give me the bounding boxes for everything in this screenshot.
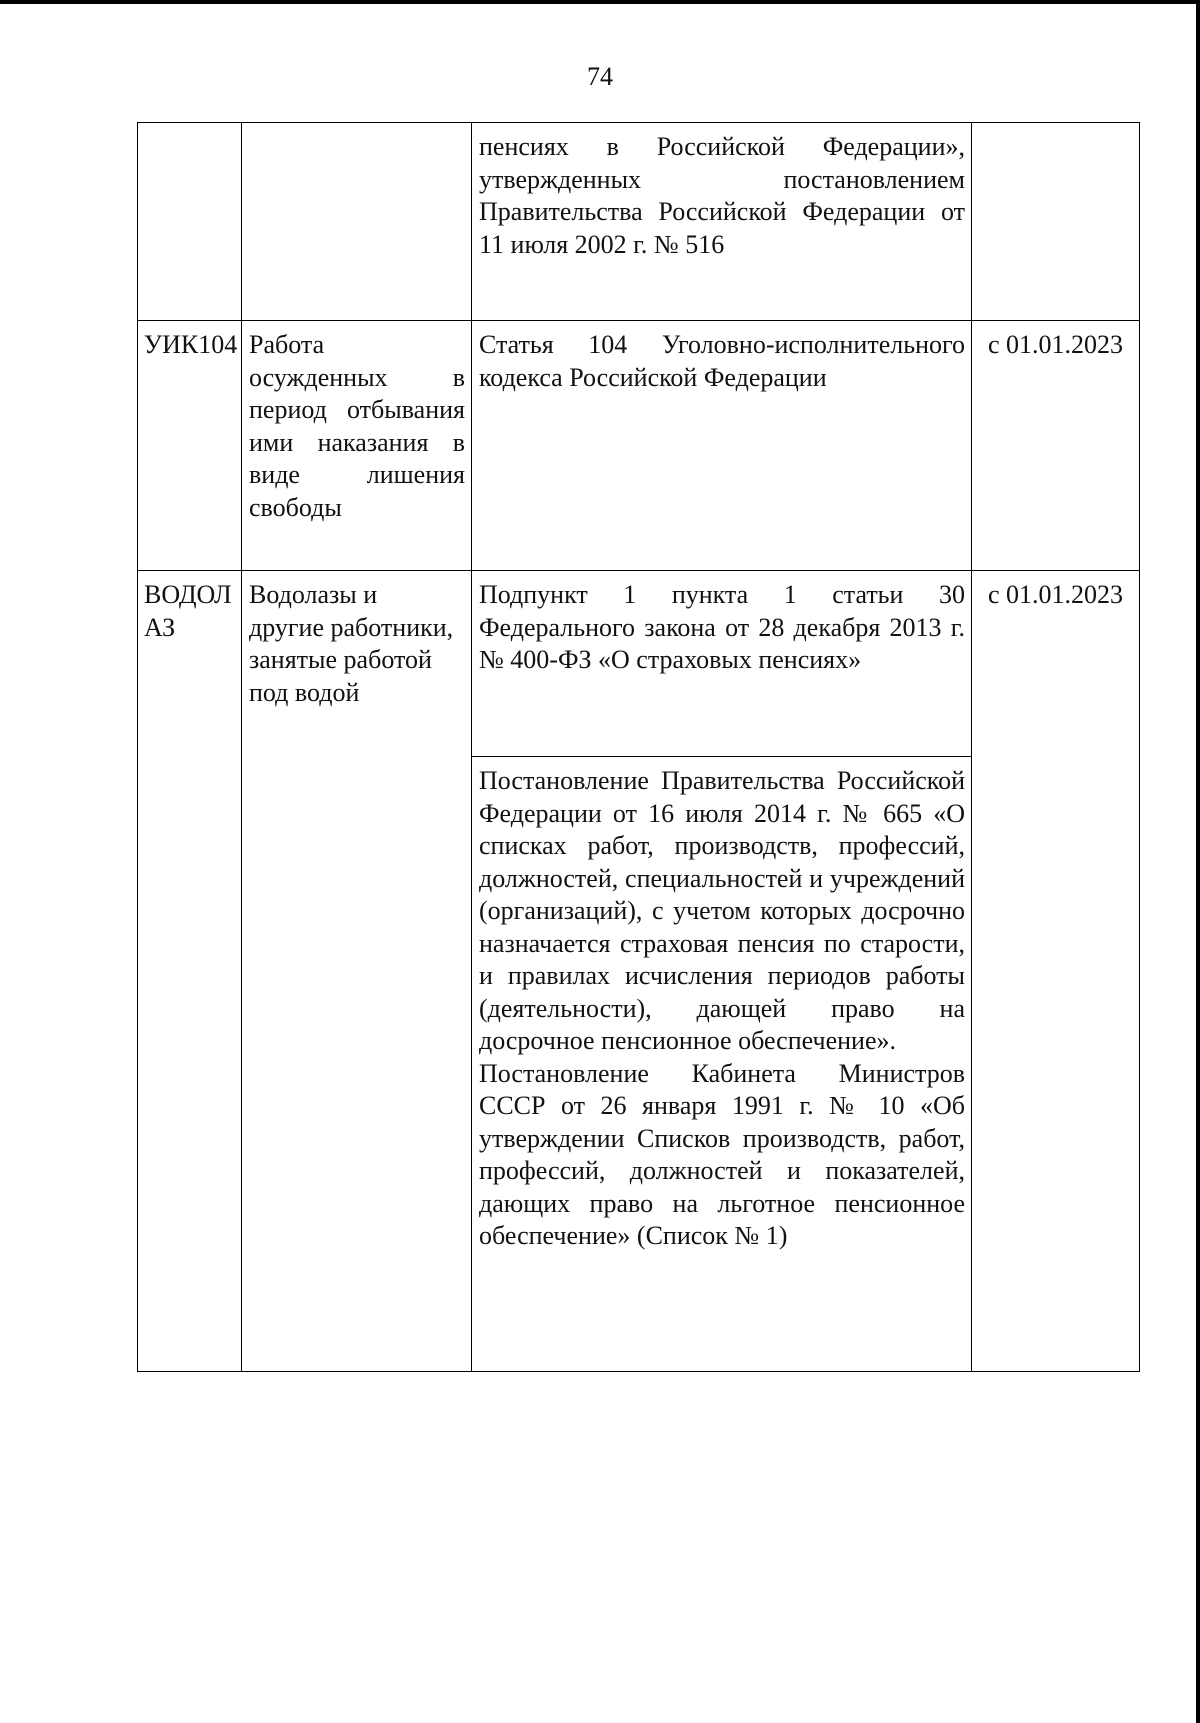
table-row bbox=[138, 571, 1140, 757]
date-text bbox=[972, 123, 1139, 131]
basis-cell bbox=[472, 123, 972, 321]
description-text: Водолазы и другие работники, занятые работой под водой bbox=[249, 580, 454, 707]
code-text: ВОДОЛАЗ bbox=[144, 580, 232, 642]
basis-text: Подпункт 1 пункта 1 статьи 30 Федерального закона от 28 декабря 2013 г. № 400-ФЗ «О страховых пенсиях» bbox=[479, 580, 965, 674]
description-cell bbox=[242, 321, 472, 571]
basis-cell bbox=[472, 571, 972, 757]
code-text bbox=[138, 123, 241, 131]
basis-text-group bbox=[472, 757, 971, 1253]
basis-cell bbox=[472, 757, 972, 1372]
basis-paragraph: Постановление Правительства Российской Федерации от 16 июля 2014 г. № 665 «О списках работ, производств, профессий, должностей, специальностей и учреждений (организаций), с учетом которых досрочно назначается страховая пенсия по старости, и правилах исчисления периодов работы (деятельности), дающей право на досрочное пенсионное обеспечение». bbox=[479, 766, 965, 1055]
basis-text: пенсиях в Российской Федерации», утвержденных постановлением Правительства Российской Федерации от 11 июля 2002 г. № 516 bbox=[479, 132, 965, 259]
description-text: Работа осужденных в период отбывания ими наказания в виде лишения свободы bbox=[249, 330, 465, 522]
date-text: с 01.01.2023 bbox=[987, 580, 1124, 609]
description-cell bbox=[242, 123, 472, 321]
code-text: УИК104 bbox=[143, 330, 238, 359]
date-text: с 01.01.2023 bbox=[987, 330, 1124, 359]
basis-text: Статья 104 Уголовно-исполнительного кодекса Российской Федерации bbox=[479, 330, 965, 392]
table-row bbox=[138, 321, 1140, 571]
date-cell bbox=[972, 571, 1140, 1372]
page-number: 74 bbox=[587, 62, 613, 91]
code-cell bbox=[138, 321, 242, 571]
description-text bbox=[242, 123, 471, 131]
date-cell bbox=[972, 321, 1140, 571]
table-row bbox=[138, 123, 1140, 321]
code-cell bbox=[138, 571, 242, 1372]
code-cell bbox=[138, 123, 242, 321]
description-cell bbox=[242, 571, 472, 1372]
date-cell bbox=[972, 123, 1140, 321]
pension-basis-table bbox=[137, 122, 1140, 1372]
basis-paragraph: Постановление Кабинета Министров СССР от 26 января 1991 г. № 10 «Об утверждении Списков производств, работ, профессий, должностей и показателей, дающих право на льготное пенсионное обеспечение» (Список № 1) bbox=[479, 1058, 965, 1250]
basis-cell bbox=[472, 321, 972, 571]
